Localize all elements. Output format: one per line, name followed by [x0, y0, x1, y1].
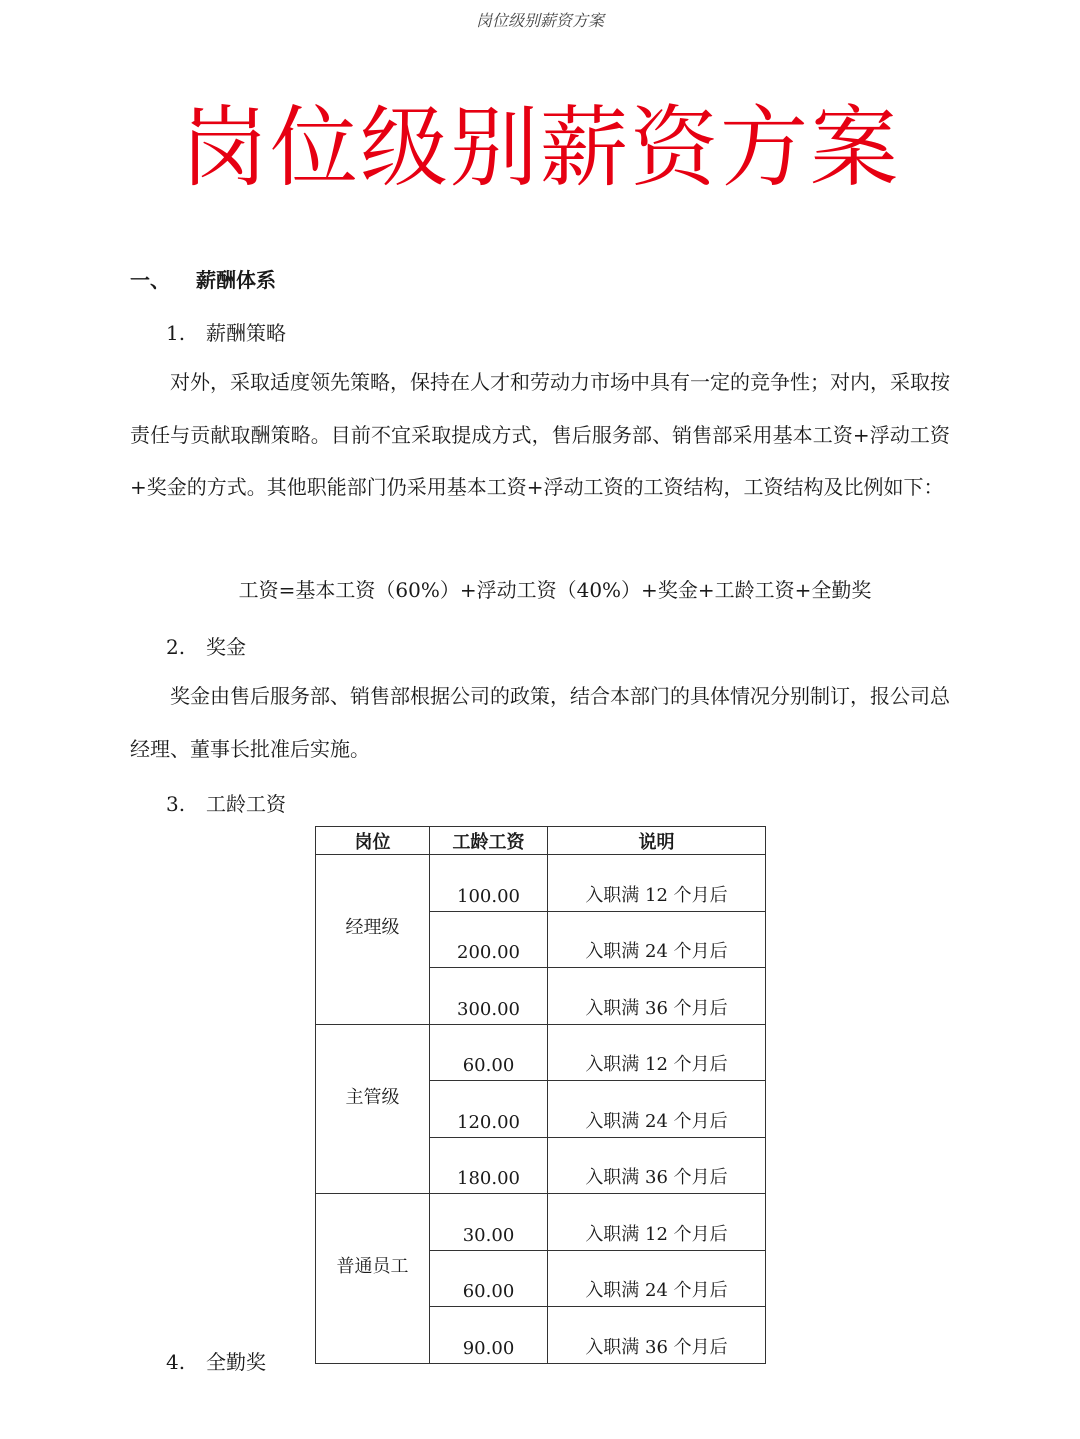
section-number: 一、: [130, 268, 170, 292]
amount-cell: 200.00: [430, 911, 548, 968]
grade-cell: 经理级: [316, 855, 430, 1025]
subsection-1-heading: [166, 317, 286, 346]
table-row: [316, 855, 766, 912]
running-header: 岗位级别薪资方案: [475, 11, 604, 30]
subsection-number: 1.: [166, 321, 186, 345]
section-label: 薪酬体系: [196, 268, 276, 292]
subsection-number: 2.: [166, 635, 186, 659]
amount-cell: 60.00: [430, 1024, 548, 1081]
page-title: 岗位级别薪资方案: [179, 96, 900, 199]
amount-cell: 30.00: [430, 1194, 548, 1251]
amount-cell: 90.00: [430, 1307, 548, 1364]
amount-cell: 100.00: [430, 855, 548, 912]
amount-cell: 180.00: [430, 1137, 548, 1194]
note-cell: 入职满 12 个月后: [548, 855, 766, 912]
subsection-label: 薪酬策略: [206, 321, 286, 345]
table-row: [316, 1194, 766, 1251]
salary-formula: 工资=基本工资（60%）+浮动工资（40%）+奖金+工龄工资+全勤奖: [238, 578, 872, 602]
table-row: [316, 1024, 766, 1081]
note-cell: 入职满 24 个月后: [548, 911, 766, 968]
note-cell: 入职满 36 个月后: [548, 1137, 766, 1194]
subsection-label: 奖金: [206, 635, 246, 659]
header-seniority-pay: 工龄工资: [430, 827, 548, 855]
section-heading-1: [130, 264, 276, 293]
grade-cell: 普通员工: [316, 1194, 430, 1364]
header-description: 说明: [548, 827, 766, 855]
note-cell: 入职满 36 个月后: [548, 968, 766, 1025]
subsection-3-heading: [166, 788, 286, 817]
amount-cell: 60.00: [430, 1250, 548, 1307]
header-position: 岗位: [316, 827, 430, 855]
subsection-label: 工龄工资: [206, 792, 286, 816]
strategy-paragraph: 对外，采取适度领先策略，保持在人才和劳动力市场中具有一定的竞争性；对内，采取按责任与贡献取酬策略。目前不宜采取提成方式，售后服务部、销售部采用基本工资+浮动工资+奖金的方式。其他职能部门仍采用基本工资+浮动工资的工资结构，工资结构及比例如下：: [130, 370, 950, 499]
table-header-row: [316, 827, 766, 855]
subsection-4-heading: [166, 1346, 266, 1375]
subsection-number: 4.: [166, 1350, 186, 1374]
subsection-number: 3.: [166, 792, 186, 816]
subsection-label: 全勤奖: [206, 1350, 266, 1374]
grade-cell: 主管级: [316, 1024, 430, 1194]
bonus-paragraph: 奖金由售后服务部、销售部根据公司的政策，结合本部门的具体情况分别制订，报公司总经理、董事长批准后实施。: [130, 684, 950, 761]
note-cell: 入职满 24 个月后: [548, 1081, 766, 1138]
seniority-pay-table: [315, 826, 766, 1364]
note-cell: 入职满 12 个月后: [548, 1194, 766, 1251]
amount-cell: 120.00: [430, 1081, 548, 1138]
amount-cell: 300.00: [430, 968, 548, 1025]
note-cell: 入职满 36 个月后: [548, 1307, 766, 1364]
note-cell: 入职满 12 个月后: [548, 1024, 766, 1081]
subsection-2-heading: [166, 631, 246, 660]
note-cell: 入职满 24 个月后: [548, 1250, 766, 1307]
